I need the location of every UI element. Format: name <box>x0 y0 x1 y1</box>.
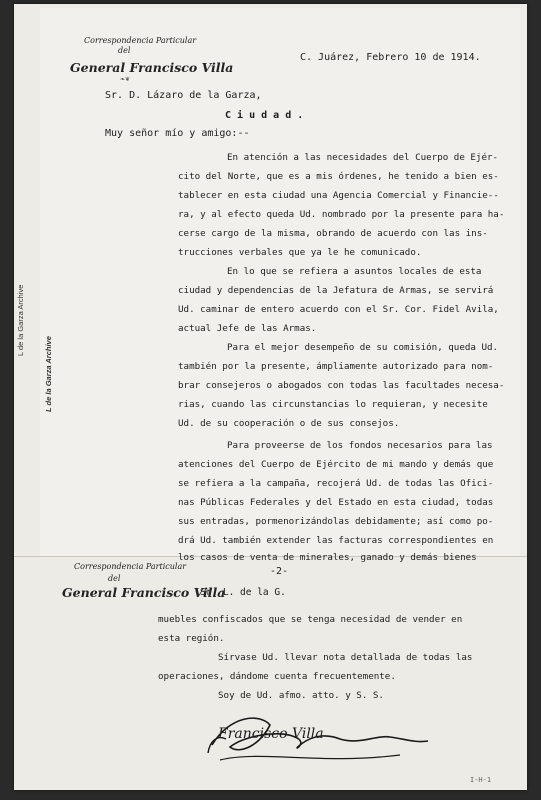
body-line: Ud. caminar de entero acuerdo con el Sr. Cor. Fidel Avila, <box>178 304 499 315</box>
body-line: ra, y al efecto queda Ud. nombrado por la presente para ha- <box>178 209 505 220</box>
body-line: cito del Norte, que es a mis órdenes, he tenido a bien es- <box>178 171 499 182</box>
body-line: Ud. de su cooperación o de sus consejos. <box>178 418 400 429</box>
page2-body-line: esta región. <box>158 633 225 644</box>
letterhead-line1: Correspondencia Particular <box>84 36 197 45</box>
body-line: atenciones del Cuerpo de Ejército de mi mando y demás que <box>178 459 494 470</box>
body-line: Para proveerse de los fondos necesarios para las <box>227 440 493 451</box>
body-line: Para el mejor desempeño de su comisión, queda Ud. <box>227 342 499 353</box>
page2-letterhead-line1: Correspondencia Particular <box>74 562 187 571</box>
body-line: también por la presente, ámpliamente autorizado para nom- <box>178 361 494 372</box>
page2-letterhead-line3: General Francisco Villa <box>62 585 226 600</box>
letterhead-ornament-icon: ❧❦ <box>120 77 131 83</box>
page2-body-line: Sírvase Ud. llevar nota detallada de todas las <box>218 652 473 663</box>
body-line: brar consejeros o abogados con todas las facultades necesa- <box>178 380 505 391</box>
page-number: -2- <box>270 566 289 577</box>
body-line: nas Públicas Federales y del Estado en esta ciudad, todas <box>178 497 494 508</box>
body-line: rias, cuando las circunstancias lo requieran, y necesite <box>178 399 488 410</box>
page2-body-line: operaciones, dándome cuenta frecuentemente. <box>158 671 396 682</box>
body-line: actual Jefe de las Armas. <box>178 323 317 334</box>
body-line: sus entradas, pormenorizándolas debidamente; así como po- <box>178 516 494 527</box>
addressee-city: C i u d a d . <box>225 110 304 121</box>
salutation: Muy señor mío y amigo:-- <box>105 128 250 139</box>
signature-text: Francisco Villa <box>218 726 324 742</box>
page2-header-ref: Sr. L. de la G. <box>200 587 286 598</box>
page2-letterhead-line2: del <box>108 574 121 583</box>
closing-line: Soy de Ud. afmo. atto. y S. S. <box>218 690 384 701</box>
archive-vertical-label-2: L de la Garza Archive <box>44 336 53 412</box>
body-line: ciudad y dependencias de la Jefatura de Armas, se servirá <box>178 285 494 296</box>
addressee-name: Sr. D. Lázaro de la Garza, <box>105 90 262 101</box>
date-line: C. Juárez, Febrero 10 de 1914. <box>300 52 481 63</box>
body-line: trucciones verbales que ya le he comunicado. <box>178 247 422 258</box>
letterhead-line2: del <box>118 46 131 55</box>
body-line: cerse cargo de la misma, obrando de acuerdo con las ins- <box>178 228 488 239</box>
body-line: En lo que se refiera a asuntos locales de esta <box>227 266 482 277</box>
corner-note: I-H-1 <box>470 776 492 784</box>
page2-body-line: muebles confiscados que se tenga necesidad de vender en <box>158 614 463 625</box>
body-line: los casos de venta de minerales, ganado y demás bienes <box>178 552 477 563</box>
archive-vertical-label: L de la Garza Archive <box>16 284 25 356</box>
body-line: se refiera a la campaña, recojerá Ud. de todas las Ofici- <box>178 478 494 489</box>
body-line: En atención a las necesidades del Cuerpo de Ejér- <box>227 152 499 163</box>
letterhead-line3: General Francisco Villa <box>70 60 234 75</box>
body-line: tablecer en esta ciudad una Agencia Comercial y Financie-- <box>178 190 499 201</box>
body-line: drá Ud. también extender las facturas correspondientes en <box>178 535 494 546</box>
